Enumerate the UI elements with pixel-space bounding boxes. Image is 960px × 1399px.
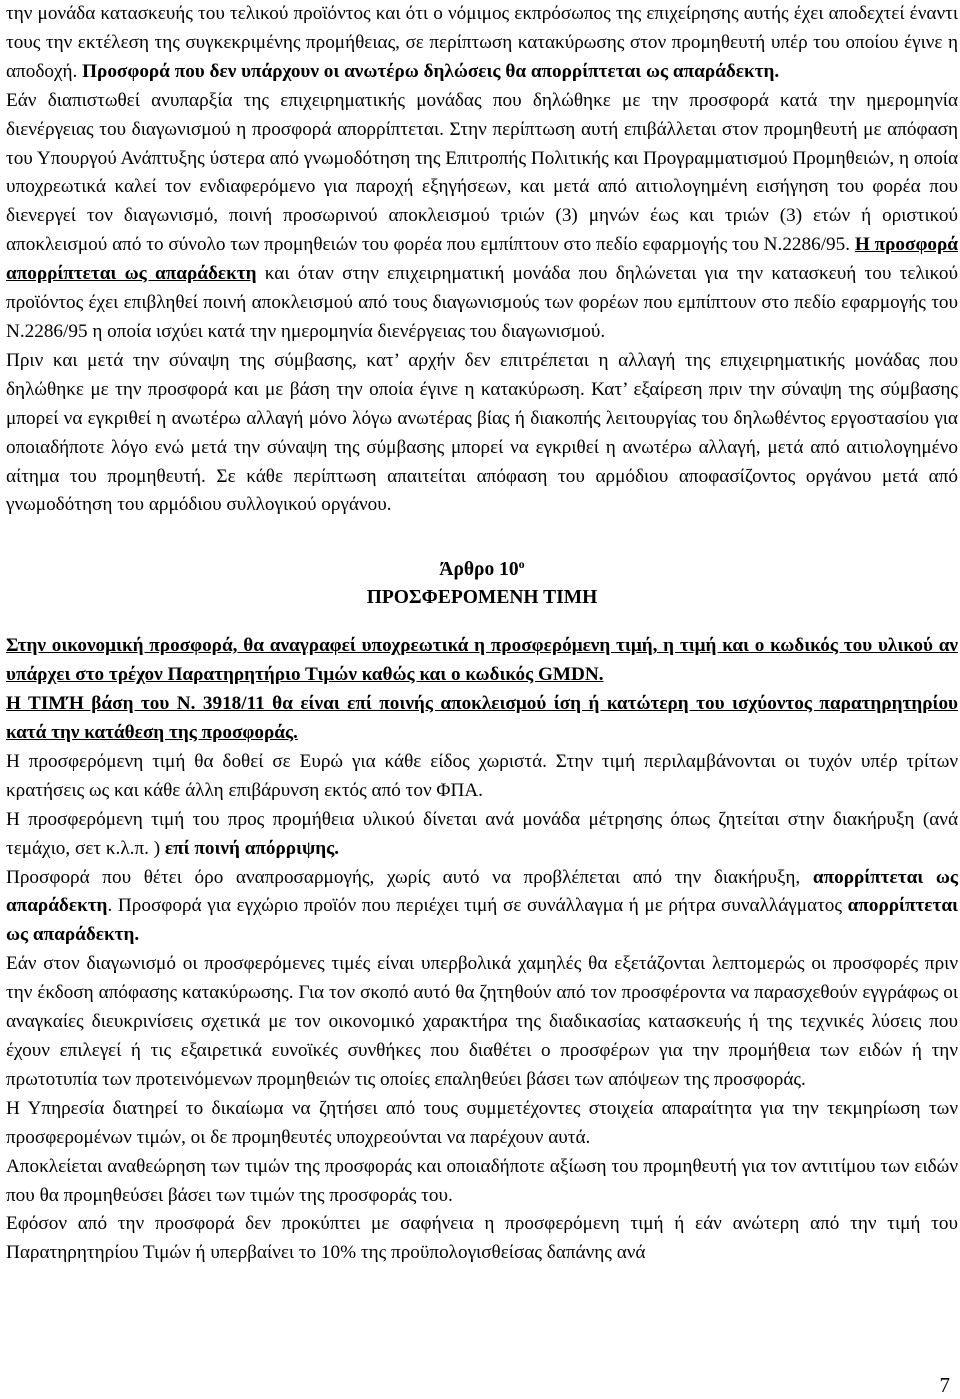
paragraph: [6, 864, 958, 951]
text-run: και όταν στην επιχειρηματική μονάδα που δηλώνεται για την κατασκευή του τελικού προϊόντος έχει επιβληθεί ποινή αποκλεισμού από τους διαγωνισμούς των φορέων που εμπίπτουν στο πεδίο εφαρμογής του Ν.2286/95 η οποία ισχύει κατά την ημερομηνία διενέργειας του διαγωνισμού.: [6, 263, 958, 342]
bold-text: απορρίπτεται ως απαράδεκτη.: [6, 895, 958, 946]
paragraph: Πριν και μετά την σύναψη της σύμβασης, κατ’ αρχήν δεν επιτρέπεται η αλλαγή της επιχειρηματικής μονάδας που δηλώθηκε με την προσφορά και με βάση την οποία έγινε η κατακύρωση. Κατ’ εξαίρεση πριν την σύναψη της σύμβασης μπορεί να εγκριθεί η ανωτέρω αλλαγή μόνο λόγω ανωτέρας βίας ή διακοπής λειτουργίας του δηλωθέντος εργοστασίου για οποιαδήποτε λόγο ενώ μετά την σύναψη της σύμβασης μπορεί να εγκριθεί η ανωτέρω αλλαγή, μετά από αιτιολογημένο αίτημα του προμηθευτή. Σε κάθε περίπτωση απαιτείται απόφαση του αρμόδιου αποφασίζοντος οργάνου μετά από γνωμοδότηση του αρμόδιου συλλογικού οργάνου.: [6, 349, 958, 516]
bold-text: επί ποινή απόρριψης.: [164, 837, 339, 859]
page-number: 7: [939, 1373, 950, 1397]
bold-text: απορρίπτεται ως απαράδεκτη: [6, 866, 958, 917]
article-title: Άρθρο $10^o$: [439, 557, 525, 581]
superscript: ο: [518, 557, 525, 572]
article-subtitle: ΠΡΟΣΦΕΡΟΜΕΝΗ ΤΙΜΗ: [366, 587, 598, 609]
text-run: την μονάδα κατασκευής του τελικού προϊόντος και ότι ο νόμιμος εκπρόσωπος της επιχείρησης αυτής έχει αποδεχτεί έναντι τους την εκτέλεση της συγκεκριμένης προμήθειας, σε περίπτωση κατακύρωσης στον προμηθευτή υπέρ του οποίου έγινε η αποδοχή.: [6, 3, 958, 82]
emphasized-paragraph: Στην οικονομική προσφορά, θα αναγραφεί υποχρεωτικά η προσφερόμενη τιμή, η τιμή και ο κωδικός του υλικού αν υπάρχει στο τρέχον Παρατηρητήριο Τιμών καθώς και ο κωδικός GMDN.: [6, 635, 958, 686]
paragraph: [6, 87, 958, 347]
paragraph: [6, 806, 958, 864]
paragraph: Αποκλείεται αναθεώρηση των τιμών της προσφοράς και οποιαδήποτε αξίωση του προμηθευτή για τον αντιτίμου των ειδών που θα προμηθεύσει βάσει των τιμών της προσφοράς του.: [6, 1155, 958, 1206]
document-body: [6, 0, 958, 1268]
paragraph: Η προσφερόμενη τιμή θα δοθεί σε Ευρώ για κάθε είδος χωριστά. Στην τιμή περιλαμβάνονται οι τυχόν υπέρ τρίτων κρατήσεις ως και κάθε άλλη επιβάρυνση εκτός από τον ΦΠΑ.: [6, 750, 958, 801]
text-run: Προσφορά που θέτει όρο αναπροσαρμογής, χωρίς αυτό να προβλέπεται από την διακήρυξη,: [6, 866, 813, 888]
text-run: . Προσφορά για εγχώριο προϊόν που περιέχει τιμή σε συνάλλαγμα ή με ρήτρα συναλλάγματος: [107, 895, 848, 917]
emphasized-paragraph: Η ΤΙΜΉ βάση του Ν. 3918/11 θα είναι επί ποινής αποκλεισμού ίση ή κατώτερη του ισχύοντος παρατηρητηρίου κατά την κατάθεση της προσφοράς.: [6, 693, 958, 744]
bold-text: Προσφορά που δεν υπάρχουν οι ανωτέρω δηλώσεις θα απορρίπτεται ως απαράδεκτη.: [82, 60, 780, 82]
paragraph: Εάν στον διαγωνισμό οι προσφερόμενες τιμές είναι υπερβολικά χαμηλές θα εξετάζονται λεπτομερώς οι προσφορές πριν την έκδοση απόφασης κατακύρωσης. Για τον σκοπό αυτό θα ζητηθούν από τον προσφέροντα να παρασχεθούν εγγράφως οι αναγκαίες διευκρινίσεις σχετικά με τον οικονομικό χαρακτήρα της διαδικασίας κατασκευής ή της τεχνικές λύσεις που έχουν επιλεγεί ή τις εξαιρετικά ευνοϊκές συνθήκες που διαθέτει ο προσφέρων για την προμήθεια των ειδών ή την πρωτοτυπία των προτεινόμενων προμηθειών τις οποίες επαληθεύει βάσει των απόψεων της προσφοράς.: [6, 953, 958, 1090]
text-run: Εάν διαπιστωθεί ανυπαρξία της επιχειρηματικής μονάδας που δηλώθηκε με την προσφορά κατά την ημερομηνία διενέργειας του διαγωνισμού η προσφορά απορρίπτεται. Στην περίπτωση αυτή επιβάλλεται στον προμηθευτή με απόφαση του Υπουργού Ανάπτυξης ύστερα από γνωμοδότηση της Επιτροπής Πολιτικής και Προγραμματισμού Προμηθειών, η οποία υποχρεωτικά καλεί τον ενδιαφερόμενο για παροχή εξηγήσεων, και μετά από αιτιολογημένη εισήγηση του φορέα που διενεργεί τον διαγωνισμό, ποινή προσωρινού αποκλεισμού τριών (3) μηνών έως και τριών (3) ετών ή οριστικού αποκλεισμού από το σύνολο των προμηθειών του φορέα που εμπίπτουν στο πεδίο εφαρμογής του Ν.2286/95.: [6, 89, 958, 256]
paragraph: [6, 0, 958, 87]
paragraph: Εφόσον από την προσφορά δεν προκύπτει με σαφήνεια η προσφερόμενη τιμή ή εάν ανώτερη από την τιμή του Παρατηρητηρίου Τιμών ή υπερβαίνει το 10% της προϋπολογισθείσας δαπάνης ανά: [6, 1213, 958, 1264]
paragraph: Η Υπηρεσία διατηρεί το δικαίωμα να ζητήσει από τους συμμετέχοντες στοιχεία απαραίτητα για την τεκμηρίωση των προσφερομένων τιμών, οι δε προμηθευτές υποχρεούνται να παρέχουν αυτά.: [6, 1097, 958, 1148]
bold-underlined-text: Η προσφορά απορρίπτεται ως απαράδεκτη: [6, 234, 958, 285]
text-run: Η προσφερόμενη τιμή του προς προμήθεια υλικού δίνεται ανά μονάδα μέτρησης όπως ζητείται στην διακήρυξη (ανά τεμάχιο, σετ κ.λ.π. ): [6, 808, 958, 859]
